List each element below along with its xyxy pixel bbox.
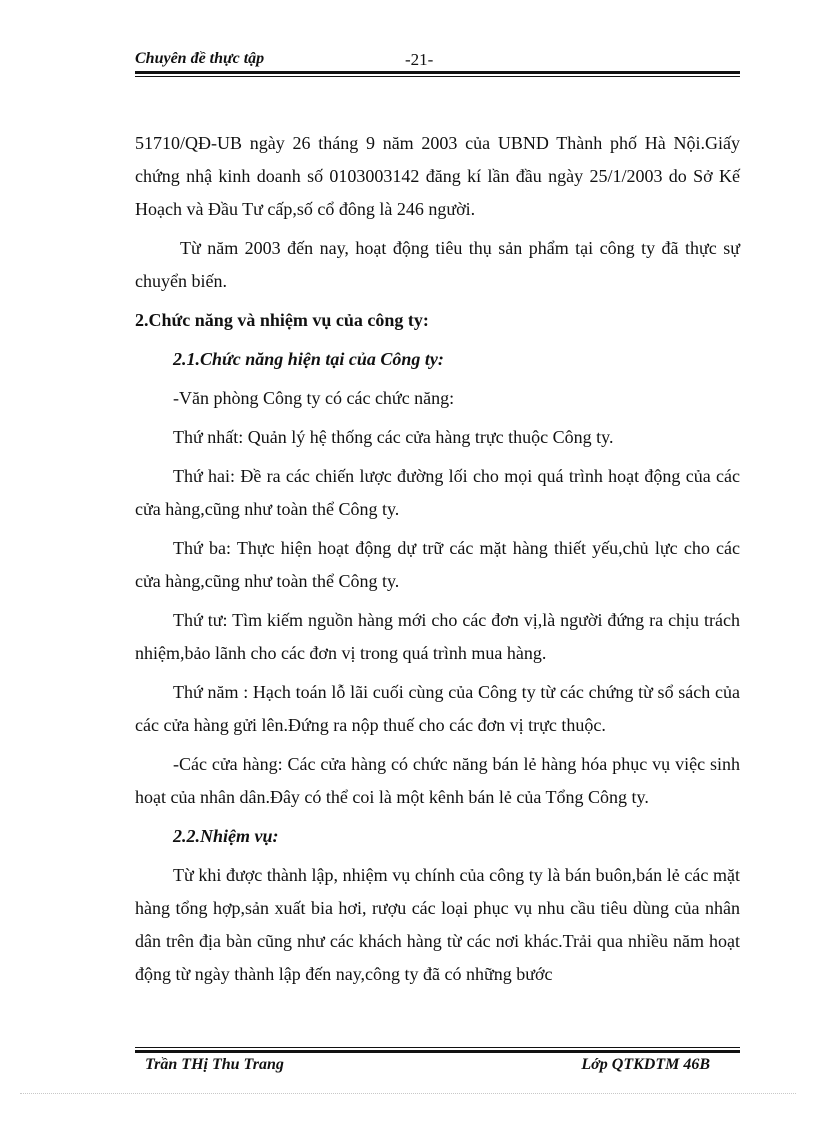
header-rule-thick — [135, 71, 740, 74]
paragraph-office-functions: -Văn phòng Công ty có các chức năng: — [173, 388, 455, 408]
paragraph-first: Thứ nhất: Quản lý hệ thống các cửa hàng trực thuộc Công ty. — [173, 427, 614, 447]
page-number: -21- — [405, 50, 434, 69]
document-body — [135, 127, 740, 997]
footer-rule-thin — [135, 1047, 740, 1048]
footer-author: Trần THị Thu Trang — [145, 1056, 284, 1073]
paragraph-since-2003: Từ năm 2003 đến nay, hoạt động tiêu thụ sản phẩm tại công ty đã thực sự chuyển biến. — [135, 238, 740, 291]
paragraph-third: Thứ ba: Thực hiện hoạt động dự trữ các mặt hàng thiết yếu,chủ lực cho các cửa hàng,cũng như toàn thể Công ty. — [135, 538, 740, 591]
paragraph-fifth: Thứ năm : Hạch toán lỗ lãi cuối cùng của Công ty từ các chứng từ sổ sách của các cửa hàng gửi lên.Đứng ra nộp thuế cho các đơn vị trực thuộc. — [135, 682, 740, 735]
paragraph-duties: Từ khi được thành lập, nhiệm vụ chính của công ty là bán buôn,bán lẻ các mặt hàng tổng hợp,sản xuất bia hơi, rượu các loại phục vụ nhu cầu tiêu dùng của nhân dân trên địa bàn cũng như các khách hàng từ các nơi khác.Trải qua nhiều năm hoạt động từ ngày thành lập đến nay,công ty đã có những bước — [135, 865, 740, 984]
section-heading-functions: 2.Chức năng và nhiệm vụ của công ty: — [135, 310, 429, 330]
footer-class: Lớp QTKDTM 46B — [581, 1056, 710, 1073]
subsection-heading-duties: 2.2.Nhiệm vụ: — [173, 826, 279, 846]
paragraph-registration: 51710/QĐ-UB ngày 26 tháng 9 năm 2003 của UBND Thành phố Hà Nội.Giấy chứng nhậ kinh doanh số 0103003142 đăng kí lần đầu ngày 25/1/2003 do Sở Kế Hoạch và Đầu Tư cấp,số cổ đông là 246 người. — [135, 133, 740, 219]
header-title: Chuyên đề thực tập — [135, 50, 265, 67]
page-edge-divider — [20, 1093, 796, 1094]
subsection-heading-current-functions: 2.1.Chức năng hiện tại của Công ty: — [173, 349, 444, 369]
paragraph-stores: -Các cửa hàng: Các cửa hàng có chức năng bán lẻ hàng hóa phục vụ việc sinh hoạt của nhân dân.Đây có thể coi là một kênh bán lẻ của Tổng Công ty. — [135, 754, 740, 807]
paragraph-fourth: Thứ tư: Tìm kiếm nguồn hàng mới cho các đơn vị,là người đứng ra chịu trách nhiệm,bảo lãnh cho các đơn vị trong quá trình mua hàng. — [135, 610, 740, 663]
header-rule-thin — [135, 76, 740, 77]
paragraph-second: Thứ hai: Đề ra các chiến lược đường lối cho mọi quá trình hoạt động của các cửa hàng,cũng như toàn thể Công ty. — [135, 466, 740, 519]
page-footer — [135, 1053, 740, 1077]
page-header — [135, 48, 740, 70]
